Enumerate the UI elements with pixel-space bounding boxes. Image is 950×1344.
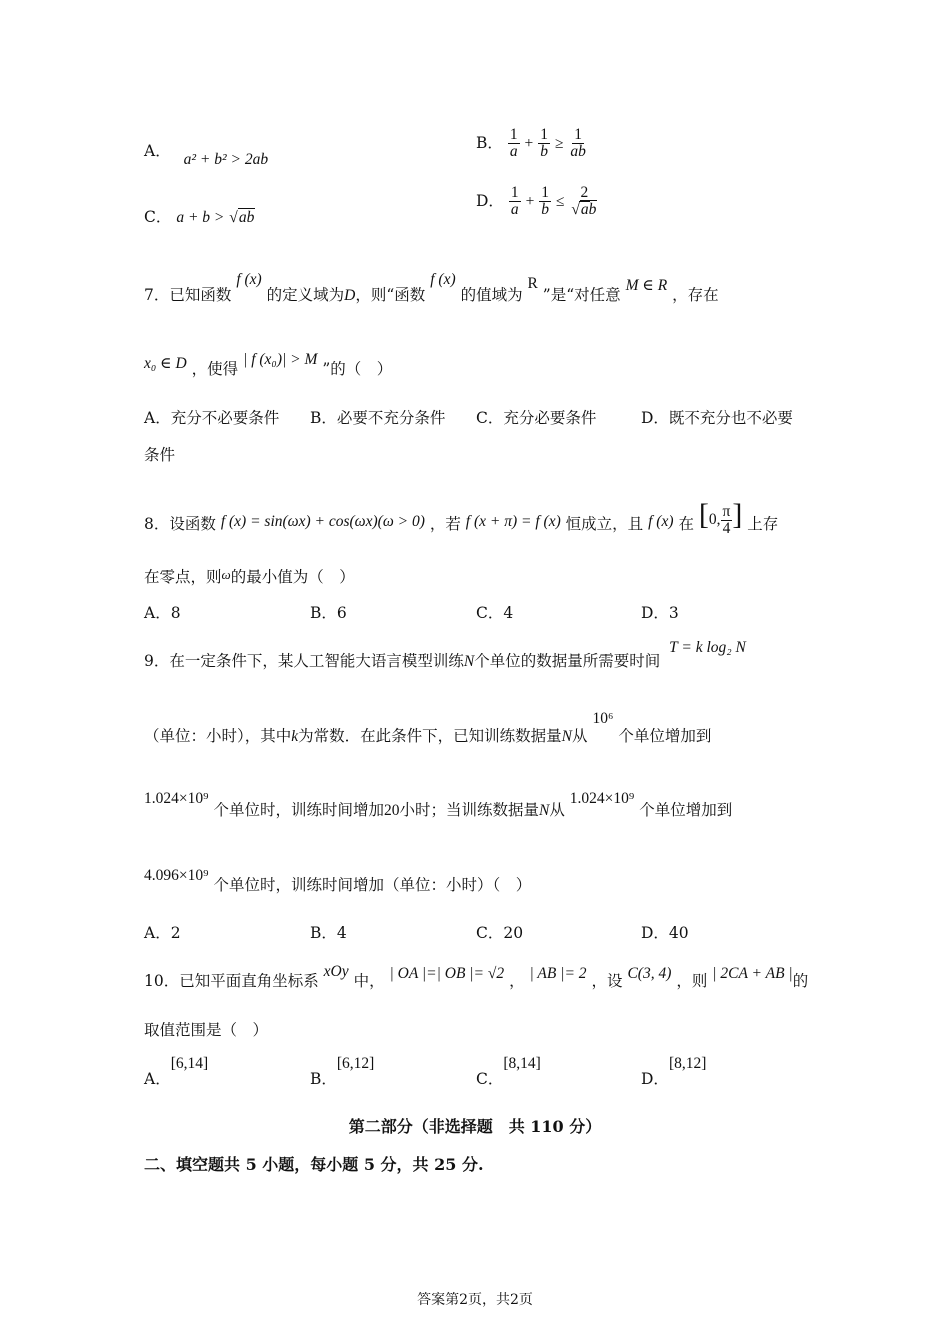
q8-option-b: B．6: [310, 604, 347, 622]
q6-b-frac1: $\frac{1}{a}$: [509, 126, 518, 161]
q10-option-a: A．[6,14]: [144, 1055, 209, 1088]
sqrt-icon: √: [229, 209, 238, 226]
q7-stem-line1: 7．已知函数 f (x) 的定义域为D，则“函数 f (x) 的值域为 R ”是“对任意 M ∈ R ，存在: [144, 271, 719, 304]
q6-c-label: C．: [144, 208, 172, 226]
q10-stem-line1: 10．已知平面直角坐标系 xOy 中， | OA |=| OB |= √2 ， | AB |= 2 ，设 C(3, 4) ，则 | 2CA + AB |的: [144, 963, 809, 990]
q9-option-a: A．2: [144, 924, 181, 942]
q7-stem-line2: x₀ ∈ D ，使得 | f (x₀)| > M ”的（ ）: [144, 351, 393, 378]
q8-stem-line1: 8．设函数 f (x) = sin(ωx) + cos(ωx)(ω > 0) ，若 f (x + π) = f (x) 恒成立，且 f (x) 在 [0, $\frac{\pi}{4}$ ] 上存: [144, 498, 779, 537]
q7-fx1: f (x): [236, 271, 262, 288]
q9-option-c: C．20: [476, 924, 524, 942]
q6-a-label: A．: [144, 142, 171, 160]
q10-option-b: B．[6,12]: [310, 1055, 375, 1088]
q8-interval: [0, $\frac{\pi}{4}$ ]: [698, 498, 743, 537]
q6-c-sqrt: ab: [238, 209, 255, 226]
q9-stem-line1: 9．在一定条件下，某人工智能大语言模型训练N个单位的数据量所需要时间 T = k log₂ N: [144, 639, 746, 670]
q7-option-c: C．充分必要条件: [476, 409, 597, 427]
q6-option-b: [476, 127, 588, 161]
q10-option-c: C．[8,14]: [476, 1055, 541, 1088]
q6-option-a: [144, 142, 269, 168]
q6-d-plus: +: [525, 192, 535, 210]
q8-option-c: C．4: [476, 604, 514, 622]
q8-option-a: A．8: [144, 604, 181, 622]
q6-b-label: B．: [476, 133, 503, 152]
q10-stem-line2: 取值范围是（ ）: [144, 1021, 269, 1039]
q8-function: f (x) = sin(ωx) + cos(ωx)(ω > 0): [220, 513, 425, 531]
q10-condition-1: | OA |=| OB |= √2: [389, 965, 505, 982]
q6-b-plus: +: [524, 134, 534, 152]
q9-option-b: B．4: [310, 924, 347, 942]
q6-a-expr: a² + b² > 2ab: [183, 151, 269, 168]
q7-option-a: A．充分不必要条件: [144, 409, 280, 427]
q7-option-d-continued: 条件: [144, 446, 176, 464]
q10-option-d: D．[8,12]: [641, 1055, 707, 1088]
q9-stem-line4: 4.096×10⁹ 个单位时，训练时间增加（单位：小时）（ ）: [144, 867, 532, 894]
q8-option-d: D．3: [641, 604, 679, 622]
q6-d-rel: ≤: [555, 192, 565, 210]
q6-d-frac2: $\frac{1}{b}$: [541, 184, 549, 219]
q9-option-d: D．40: [641, 924, 689, 942]
section-heading: 二、填空题共 5 小题，每小题 5 分，共 25 分.: [144, 1155, 484, 1174]
q8-stem-line2: 在零点，则ω的最小值为（ ）: [144, 567, 355, 586]
q9-stem-line2: （单位：小时），其中k为常数．在此条件下，已知训练数据量N从 10⁶ 个单位增加到: [144, 710, 712, 745]
q7-option-b: B．必要不充分条件: [310, 409, 446, 427]
q9-stem-line3: 1.024×10⁹ 个单位时，训练时间增加20小时；当训练数据量N从 1.024×10⁹ 个单位增加到: [144, 790, 733, 819]
q6-b-frac2: $\frac{1}{b}$: [540, 126, 548, 161]
q10-condition-2: | AB |= 2: [529, 965, 587, 982]
q6-d-frac3: $\frac{2}{√ab}$: [571, 184, 597, 219]
q6-option-d: [476, 185, 599, 219]
q6-b-rel: ≥: [554, 134, 564, 152]
q6-b-frac3: $\frac{1}{ab}$: [570, 126, 586, 161]
q10-vector-expression: | 2CA + AB |: [712, 965, 793, 982]
q6-c-expr: a + b >: [176, 209, 225, 226]
part2-title: 第二部分（非选择题 共 110 分）: [348, 1117, 602, 1136]
q9-formula: T = k log₂ N: [669, 639, 746, 656]
q6-d-label: D．: [476, 191, 504, 210]
q6-d-frac1: $\frac{1}{a}$: [510, 184, 519, 219]
q8-equation: f (x + π) = f (x): [465, 513, 561, 531]
page-footer: 答案第2页，共2页: [417, 1292, 533, 1308]
q7-option-d: D．既不充分也不必要: [641, 409, 793, 427]
q6-option-c: [144, 208, 255, 228]
q7-fx2: f (x): [430, 271, 456, 288]
